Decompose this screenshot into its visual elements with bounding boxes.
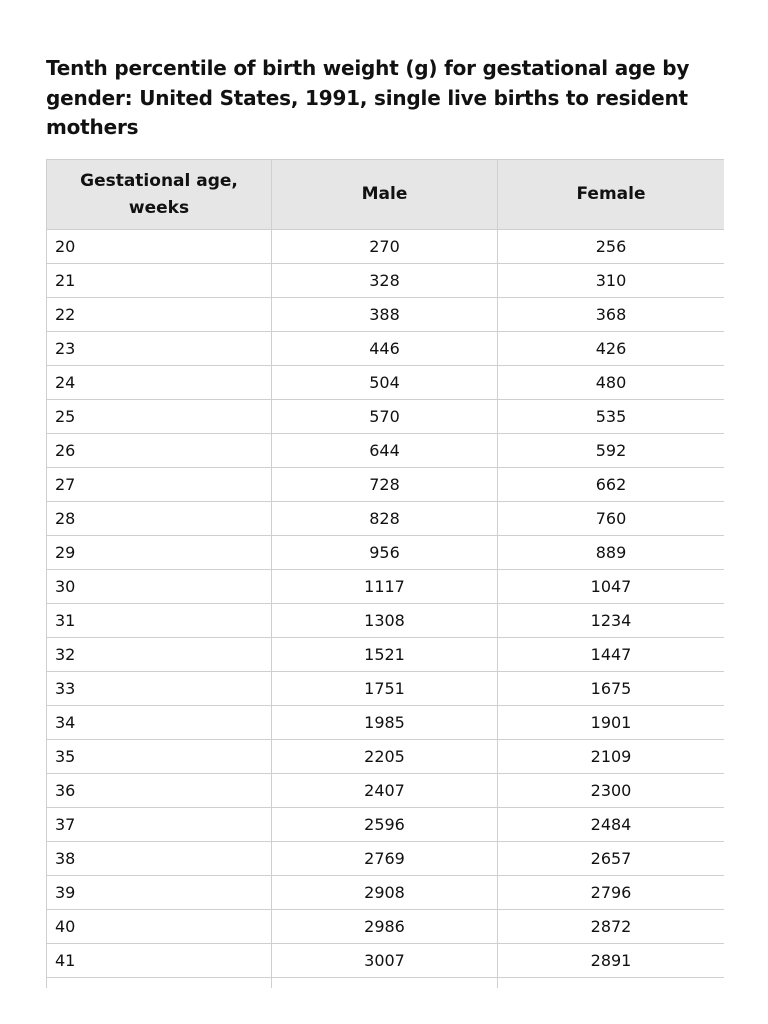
cell-gestational-age: 29 (47, 536, 272, 570)
cell-female-weight: 889 (498, 536, 725, 570)
cell-female-weight: 368 (498, 298, 725, 332)
table-row (47, 298, 725, 332)
table-header-row (47, 160, 725, 230)
cell-gestational-age: 32 (47, 638, 272, 672)
cell-male-weight: 728 (272, 468, 498, 502)
cell-gestational-age: 25 (47, 400, 272, 434)
table-row (47, 400, 725, 434)
cell-male-weight: 2986 (272, 910, 498, 944)
cell-gestational-age: 28 (47, 502, 272, 536)
table-row (47, 366, 725, 400)
table-row (47, 944, 725, 978)
table-row (47, 672, 725, 706)
table-body (47, 230, 725, 989)
table-row (47, 876, 725, 910)
cell-male-weight: 1521 (272, 638, 498, 672)
cell-female-weight: 592 (498, 434, 725, 468)
cell-female-weight: 480 (498, 366, 725, 400)
cell-gestational-age: 34 (47, 706, 272, 740)
cell-male-weight: 828 (272, 502, 498, 536)
cell-gestational-age: 41 (47, 944, 272, 978)
cell-female-weight: 1901 (498, 706, 725, 740)
header-gestational-age: Gestational age, weeks (47, 160, 272, 230)
cell-female-weight: 2657 (498, 842, 725, 876)
cell-male-weight: 2205 (272, 740, 498, 774)
cell-male-weight: 1308 (272, 604, 498, 638)
cell-gestational-age: 21 (47, 264, 272, 298)
cell-female-weight: 2109 (498, 740, 725, 774)
cell-gestational-age: 35 (47, 740, 272, 774)
cell-gestational-age: 30 (47, 570, 272, 604)
cell-male-weight: 2596 (272, 808, 498, 842)
cell-gestational-age: 26 (47, 434, 272, 468)
cell-male-weight: 3007 (272, 944, 498, 978)
cell-male-weight: 2407 (272, 774, 498, 808)
cell-female-weight: 1047 (498, 570, 725, 604)
cell-gestational-age: 33 (47, 672, 272, 706)
cell-female-weight: 310 (498, 264, 725, 298)
table-row (47, 706, 725, 740)
cell-gestational-age: 24 (47, 366, 272, 400)
table-row (47, 468, 725, 502)
cell-male-weight: 570 (272, 400, 498, 434)
cell-gestational-age: 40 (47, 910, 272, 944)
cell-male-weight: 644 (272, 434, 498, 468)
cell-gestational-age: 22 (47, 298, 272, 332)
cell-female-weight: 662 (498, 468, 725, 502)
cell-male-weight: 328 (272, 264, 498, 298)
table-row (47, 502, 725, 536)
cell-gestational-age: 36 (47, 774, 272, 808)
cell-female-weight: 2891 (498, 944, 725, 978)
cell-male-weight: 270 (272, 230, 498, 264)
cell-female-weight: 1447 (498, 638, 725, 672)
table-row (47, 230, 725, 264)
table-row (47, 536, 725, 570)
cell-gestational-age (47, 978, 272, 989)
cell-female-weight: 760 (498, 502, 725, 536)
cell-female-weight: 426 (498, 332, 725, 366)
table-title: Tenth percentile of birth weight (g) for gestational age by gender: United States, 1991, single live births to resident mothers (46, 56, 690, 139)
table-row (47, 774, 725, 808)
cell-male-weight: 446 (272, 332, 498, 366)
table-row (47, 434, 725, 468)
cell-male-weight: 1751 (272, 672, 498, 706)
cell-female-weight: 2872 (498, 910, 725, 944)
data-table-container (46, 159, 724, 988)
table-row (47, 740, 725, 774)
cell-female-weight: 256 (498, 230, 725, 264)
cell-gestational-age: 20 (47, 230, 272, 264)
cell-male-weight: 2769 (272, 842, 498, 876)
table-row (47, 978, 725, 989)
table-row (47, 604, 725, 638)
table-row (47, 638, 725, 672)
cell-female-weight: 1234 (498, 604, 725, 638)
cell-female-weight: 2300 (498, 774, 725, 808)
table-row (47, 808, 725, 842)
cell-female-weight: 1675 (498, 672, 725, 706)
cell-male-weight: 1985 (272, 706, 498, 740)
table-row (47, 842, 725, 876)
cell-gestational-age: 37 (47, 808, 272, 842)
cell-gestational-age: 38 (47, 842, 272, 876)
cell-male-weight: 504 (272, 366, 498, 400)
cell-gestational-age: 39 (47, 876, 272, 910)
cell-male-weight (272, 978, 498, 989)
cell-gestational-age: 31 (47, 604, 272, 638)
cell-gestational-age: 23 (47, 332, 272, 366)
table-row (47, 332, 725, 366)
table-row (47, 570, 725, 604)
birth-weight-table (46, 159, 724, 988)
cell-male-weight: 2908 (272, 876, 498, 910)
table-row (47, 910, 725, 944)
cell-male-weight: 956 (272, 536, 498, 570)
cell-female-weight: 2796 (498, 876, 725, 910)
cell-gestational-age: 27 (47, 468, 272, 502)
table-row (47, 264, 725, 298)
cell-male-weight: 388 (272, 298, 498, 332)
cell-female-weight: 2484 (498, 808, 725, 842)
header-female: Female (498, 160, 725, 230)
cell-female-weight: 535 (498, 400, 725, 434)
cell-male-weight: 1117 (272, 570, 498, 604)
header-male: Male (272, 160, 498, 230)
cell-female-weight (498, 978, 725, 989)
